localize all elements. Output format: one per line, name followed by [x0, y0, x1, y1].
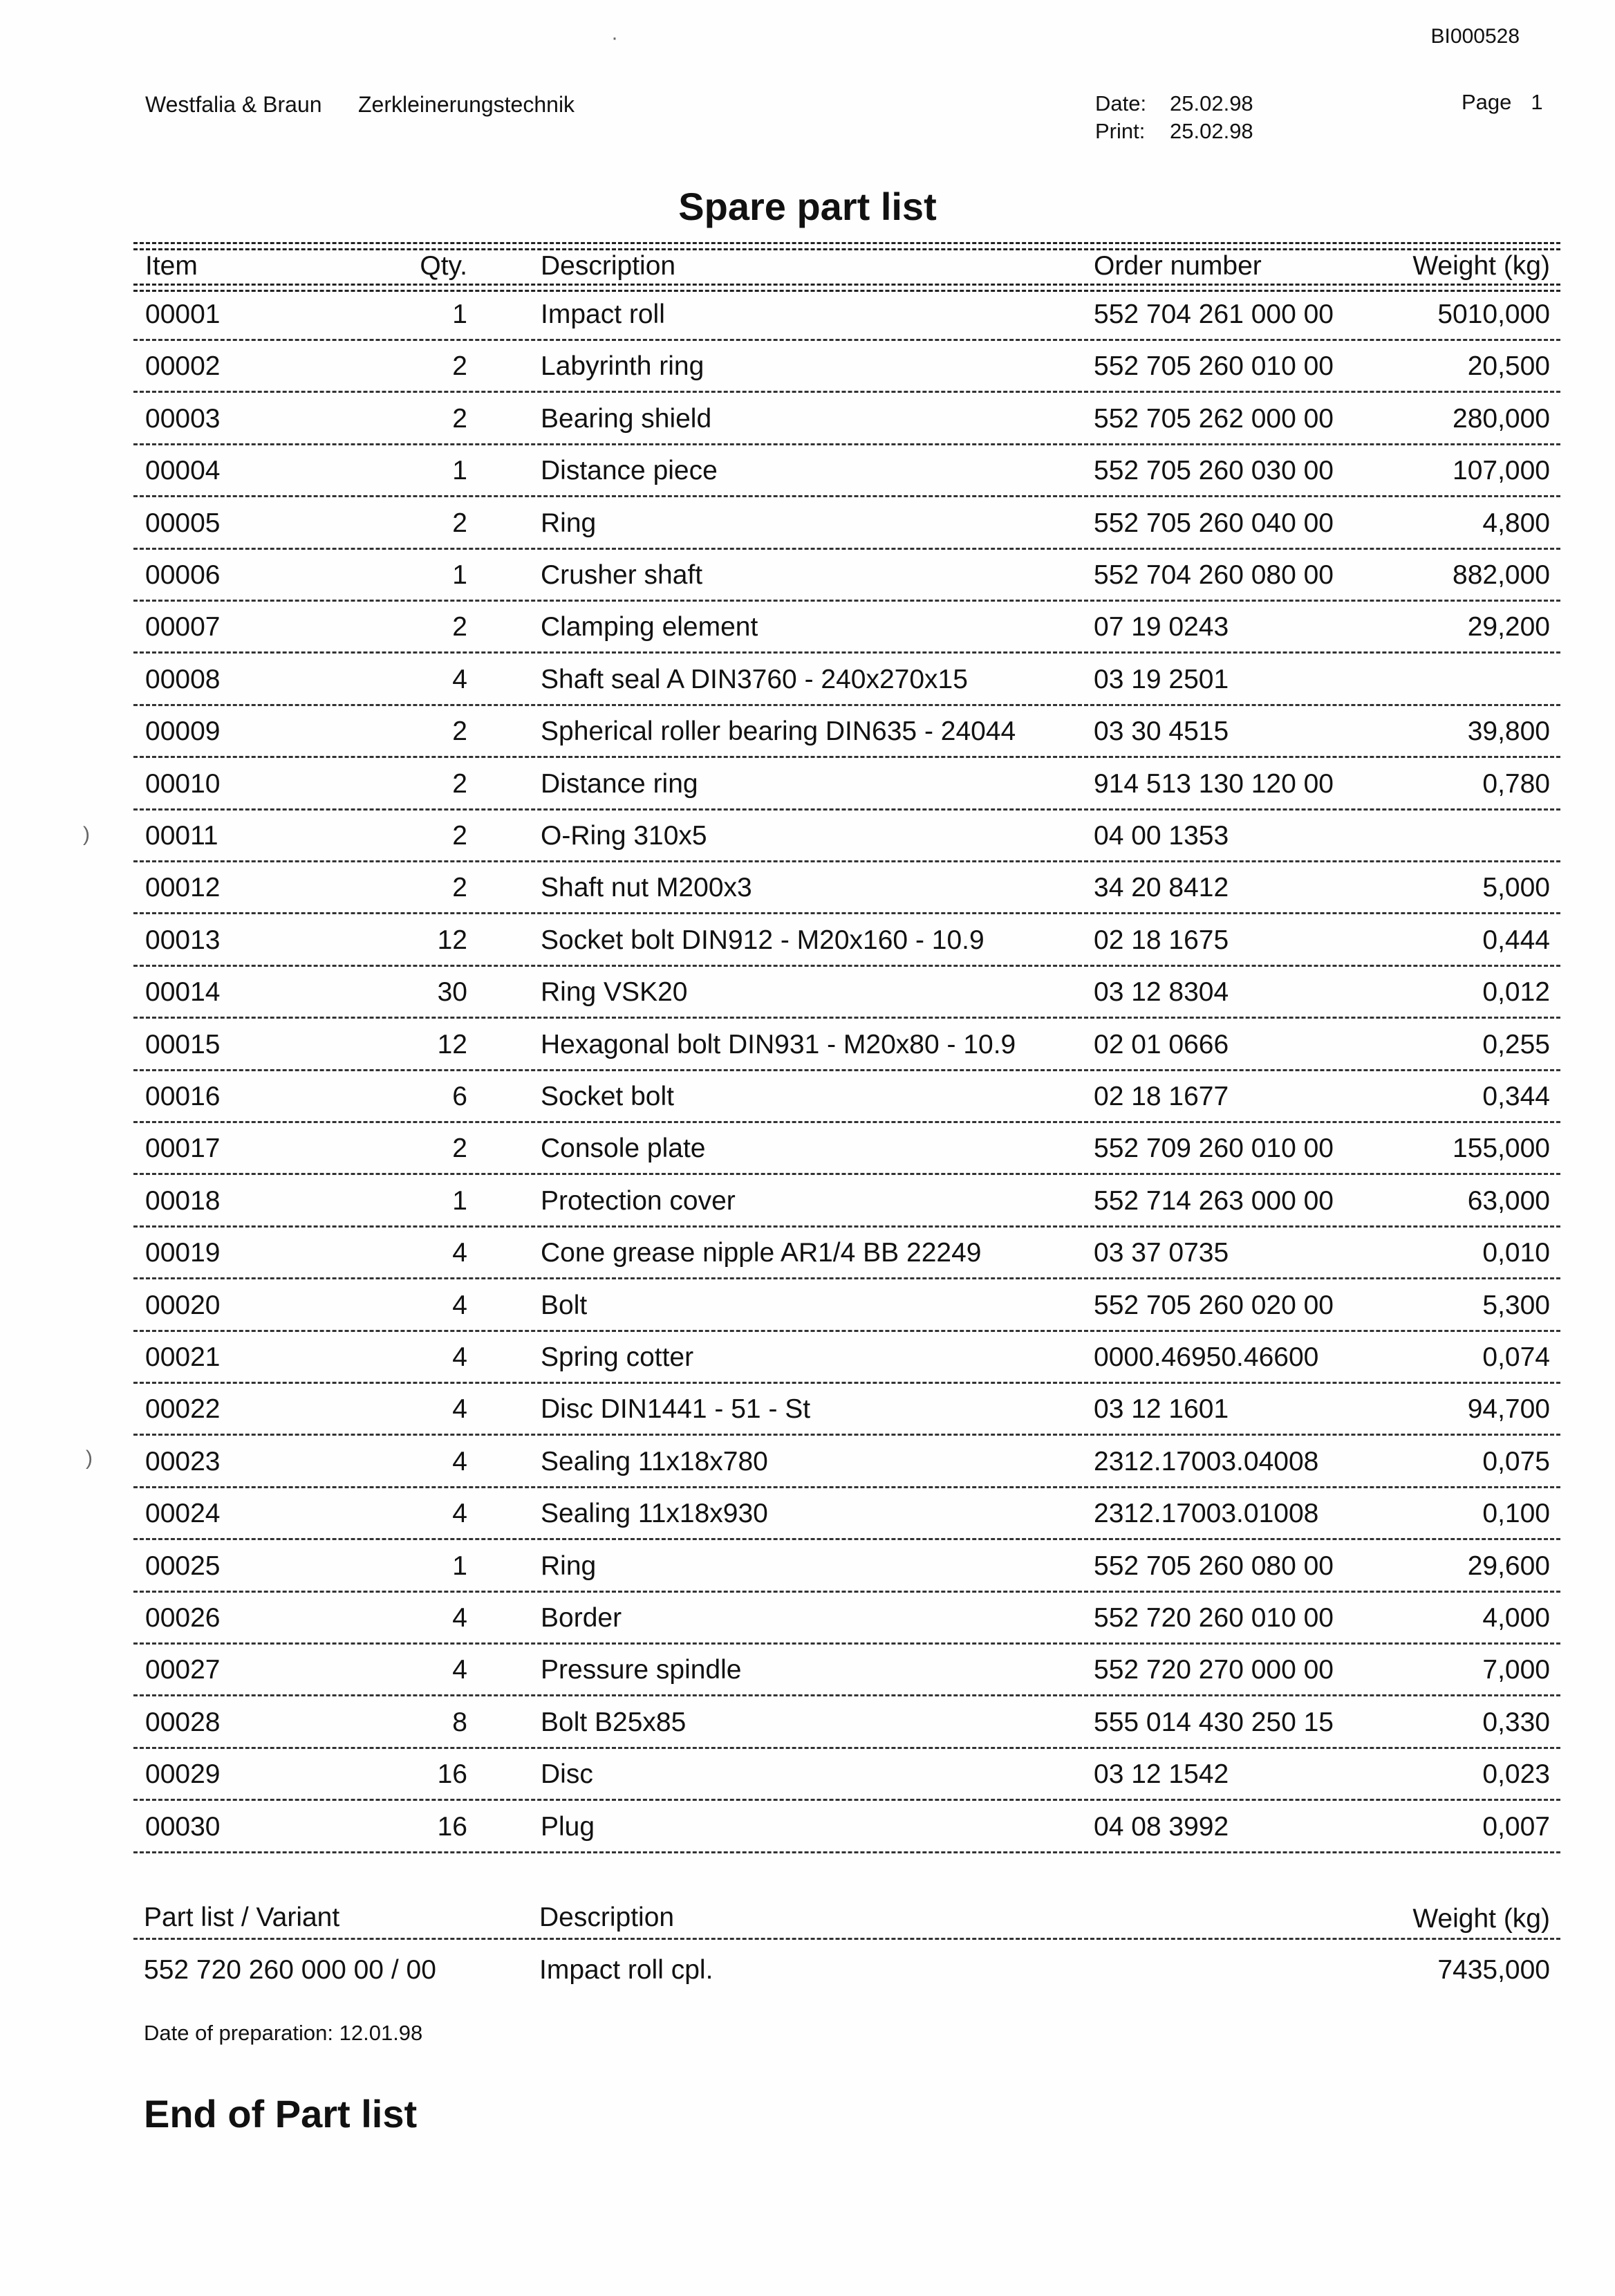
cell-description: Bearing shield — [541, 404, 712, 434]
cell-qty: 4 — [452, 1238, 467, 1268]
cell-qty: 1 — [452, 456, 467, 485]
cell-weight: 0,100 — [1482, 1499, 1550, 1528]
cell-description: Clamping element — [541, 612, 758, 642]
row-divider — [133, 965, 1560, 967]
row-divider — [133, 1225, 1560, 1228]
row-divider — [133, 548, 1560, 550]
row-divider — [133, 808, 1560, 811]
cell-description: Bolt — [541, 1290, 588, 1320]
cell-order-number: 07 19 0243 — [1094, 612, 1229, 642]
row-divider — [133, 443, 1560, 445]
cell-description: Socket bolt — [541, 1082, 674, 1111]
col-header-item: Item — [145, 251, 198, 281]
cell-weight: 0,444 — [1482, 925, 1550, 955]
cell-description: Crusher shaft — [541, 560, 703, 590]
row-divider — [133, 1486, 1560, 1488]
cell-description: Disc — [541, 1759, 593, 1789]
row-divider — [133, 339, 1560, 341]
cell-qty: 4 — [452, 1603, 467, 1633]
scan-mark: ) — [83, 823, 90, 846]
row-divider — [133, 1173, 1560, 1175]
cell-weight: 7,000 — [1482, 1655, 1550, 1685]
row-divider — [133, 1069, 1560, 1071]
cell-order-number: 914 513 130 120 00 — [1094, 769, 1334, 799]
date-of-preparation: Date of preparation: 12.01.98 — [144, 2021, 423, 2045]
cell-qty: 16 — [437, 1812, 467, 1842]
cell-qty: 1 — [452, 1551, 467, 1581]
cell-description: Console plate — [541, 1133, 706, 1163]
cell-order-number: 02 01 0666 — [1094, 1030, 1229, 1059]
cell-weight: 0,780 — [1482, 769, 1550, 799]
cell-order-number: 2312.17003.01008 — [1094, 1499, 1319, 1528]
cell-qty: 4 — [452, 1290, 467, 1320]
row-divider — [133, 1851, 1560, 1853]
row-divider — [133, 651, 1560, 654]
cell-order-number: 03 12 1601 — [1094, 1394, 1229, 1424]
cell-order-number: 555 014 430 250 15 — [1094, 1707, 1334, 1737]
row-divider — [133, 1382, 1560, 1384]
cell-weight: 0,007 — [1482, 1812, 1550, 1842]
cell-item: 00006 — [145, 560, 221, 590]
date-line — [1095, 90, 1253, 118]
cell-order-number: 03 19 2501 — [1094, 665, 1229, 694]
print-label: Print: — [1095, 119, 1146, 143]
col-header-weight: Weight (kg) — [1412, 251, 1550, 281]
document-id: BI000528 — [1430, 25, 1520, 48]
cell-description: Ring — [541, 1551, 597, 1581]
cell-item: 00021 — [145, 1342, 221, 1372]
row-divider — [133, 600, 1560, 602]
cell-description: Shaft seal A DIN3760 - 240x270x15 — [541, 665, 968, 694]
row-divider — [133, 391, 1560, 393]
cell-item: 00015 — [145, 1030, 221, 1059]
row-divider — [133, 1694, 1560, 1696]
row-divider — [133, 1799, 1560, 1801]
cell-qty: 4 — [452, 1342, 467, 1372]
row-divider — [133, 860, 1560, 862]
header-rule-top — [133, 242, 1560, 250]
cell-qty: 2 — [452, 404, 467, 434]
cell-weight: 155,000 — [1453, 1133, 1550, 1163]
col-header-order-number: Order number — [1094, 251, 1262, 281]
department-name: Zerkleinerungstechnik — [358, 92, 575, 117]
summary-part-list-value: 552 720 260 000 00 / 00 — [144, 1955, 436, 1985]
row-divider — [133, 1642, 1560, 1645]
cell-qty: 4 — [452, 1499, 467, 1528]
date-block — [1095, 90, 1253, 145]
cell-weight: 63,000 — [1467, 1186, 1550, 1216]
cell-weight: 39,800 — [1467, 716, 1550, 746]
cell-qty: 16 — [437, 1759, 467, 1789]
cell-description: Bolt B25x85 — [541, 1707, 687, 1737]
cell-order-number: 02 18 1675 — [1094, 925, 1229, 955]
row-divider — [133, 1017, 1560, 1019]
cell-weight: 0,075 — [1482, 1447, 1550, 1476]
row-divider — [133, 495, 1560, 497]
cell-order-number: 02 18 1677 — [1094, 1082, 1229, 1111]
cell-item: 00023 — [145, 1447, 221, 1476]
summary-col-weight: Weight (kg) — [1412, 1904, 1550, 1934]
cell-weight: 20,500 — [1467, 351, 1550, 381]
summary-col-part-list: Part list / Variant — [144, 1902, 340, 1932]
cell-weight: 5,000 — [1482, 873, 1550, 902]
cell-order-number: 03 30 4515 — [1094, 716, 1229, 746]
cell-weight: 0,023 — [1482, 1759, 1550, 1789]
cell-qty: 2 — [452, 612, 467, 642]
cell-item: 00009 — [145, 716, 221, 746]
summary-weight-value: 7435,000 — [1437, 1955, 1550, 1985]
cell-item: 00016 — [145, 1082, 221, 1111]
cell-qty: 2 — [452, 351, 467, 381]
cell-description: Socket bolt DIN912 - M20x160 - 10.9 — [541, 925, 984, 955]
cell-qty: 1 — [452, 299, 467, 329]
cell-order-number: 552 720 260 010 00 — [1094, 1603, 1334, 1633]
cell-item: 00001 — [145, 299, 221, 329]
cell-order-number: 552 714 263 000 00 — [1094, 1186, 1334, 1216]
cell-weight: 0,074 — [1482, 1342, 1550, 1372]
header-rule-bottom — [133, 284, 1560, 292]
cell-item: 00011 — [145, 821, 218, 851]
cell-description: Ring — [541, 508, 597, 538]
row-divider — [133, 756, 1560, 758]
cell-description: Ring VSK20 — [541, 977, 688, 1007]
cell-item: 00013 — [145, 925, 221, 955]
cell-order-number: 552 705 260 040 00 — [1094, 508, 1334, 538]
cell-qty: 8 — [452, 1707, 467, 1737]
cell-qty: 12 — [437, 925, 467, 955]
cell-weight: 280,000 — [1453, 404, 1550, 434]
row-divider — [133, 1277, 1560, 1279]
cell-weight: 94,700 — [1467, 1394, 1550, 1424]
cell-qty: 4 — [452, 1394, 467, 1424]
cell-order-number: 552 704 260 080 00 — [1094, 560, 1334, 590]
cell-description: Labyrinth ring — [541, 351, 704, 381]
cell-weight: 4,800 — [1482, 508, 1550, 538]
cell-order-number: 552 709 260 010 00 — [1094, 1133, 1334, 1163]
cell-item: 00027 — [145, 1655, 221, 1685]
summary-col-description: Description — [539, 1902, 675, 1932]
cell-item: 00018 — [145, 1186, 221, 1216]
cell-order-number: 0000.46950.46600 — [1094, 1342, 1319, 1372]
row-divider — [133, 1747, 1560, 1749]
cell-weight: 29,200 — [1467, 612, 1550, 642]
cell-item: 00020 — [145, 1290, 221, 1320]
scan-speck: · — [611, 26, 618, 49]
cell-qty: 2 — [452, 716, 467, 746]
end-of-list: End of Part list — [144, 2092, 418, 2136]
col-header-description: Description — [541, 251, 676, 281]
cell-description: Spring cotter — [541, 1342, 694, 1372]
cell-qty: 4 — [452, 665, 467, 694]
cell-description: Cone grease nipple AR1/4 BB 22249 — [541, 1238, 982, 1268]
cell-order-number: 552 705 260 010 00 — [1094, 351, 1334, 381]
cell-item: 00026 — [145, 1603, 221, 1633]
row-divider — [133, 1538, 1560, 1540]
cell-item: 00030 — [145, 1812, 221, 1842]
cell-weight: 0,330 — [1482, 1707, 1550, 1737]
cell-item: 00008 — [145, 665, 221, 694]
cell-description: Spherical roller bearing DIN635 - 24044 — [541, 716, 1016, 746]
cell-description: Plug — [541, 1812, 595, 1842]
row-divider — [133, 1434, 1560, 1436]
summary-rule — [133, 1938, 1560, 1940]
row-divider — [133, 1121, 1560, 1123]
cell-weight: 107,000 — [1453, 456, 1550, 485]
page-number: 1 — [1531, 90, 1543, 114]
cell-weight: 29,600 — [1467, 1551, 1550, 1581]
cell-item: 00007 — [145, 612, 221, 642]
cell-description: Sealing 11x18x930 — [541, 1499, 768, 1528]
cell-description: Pressure spindle — [541, 1655, 742, 1685]
cell-weight: 0,012 — [1482, 977, 1550, 1007]
cell-order-number: 552 720 270 000 00 — [1094, 1655, 1334, 1685]
cell-item: 00003 — [145, 404, 221, 434]
cell-item: 00022 — [145, 1394, 221, 1424]
cell-weight: 0,344 — [1482, 1082, 1550, 1111]
row-divider — [133, 1330, 1560, 1332]
cell-order-number: 04 08 3992 — [1094, 1812, 1229, 1842]
cell-order-number: 552 705 260 030 00 — [1094, 456, 1334, 485]
cell-description: O-Ring 310x5 — [541, 821, 707, 851]
cell-item: 00029 — [145, 1759, 221, 1789]
cell-order-number: 552 704 261 000 00 — [1094, 299, 1334, 329]
cell-description: Shaft nut M200x3 — [541, 873, 752, 902]
cell-description: Disc DIN1441 - 51 - St — [541, 1394, 811, 1424]
cell-item: 00025 — [145, 1551, 221, 1581]
print-value: 25.02.98 — [1170, 119, 1253, 143]
page-title: Spare part list — [678, 185, 937, 228]
page-label: Page — [1462, 90, 1512, 114]
cell-weight: 0,010 — [1482, 1238, 1550, 1268]
row-divider — [133, 704, 1560, 706]
cell-order-number: 03 37 0735 — [1094, 1238, 1229, 1268]
print-line — [1095, 118, 1253, 145]
cell-weight: 882,000 — [1453, 560, 1550, 590]
cell-qty: 1 — [452, 560, 467, 590]
cell-qty: 2 — [452, 821, 467, 851]
cell-weight: 0,255 — [1482, 1030, 1550, 1059]
cell-qty: 1 — [452, 1186, 467, 1216]
cell-description: Hexagonal bolt DIN931 - M20x80 - 10.9 — [541, 1030, 1016, 1059]
cell-qty: 4 — [452, 1447, 467, 1476]
row-divider — [133, 912, 1560, 914]
cell-weight: 4,000 — [1482, 1603, 1550, 1633]
page-indicator — [1462, 90, 1543, 115]
cell-qty: 4 — [452, 1655, 467, 1685]
cell-description: Protection cover — [541, 1186, 736, 1216]
cell-description: Distance piece — [541, 456, 718, 485]
cell-item: 00028 — [145, 1707, 221, 1737]
cell-order-number: 34 20 8412 — [1094, 873, 1229, 902]
summary-description-value: Impact roll cpl. — [539, 1955, 713, 1985]
cell-qty: 2 — [452, 508, 467, 538]
cell-order-number: 2312.17003.04008 — [1094, 1447, 1319, 1476]
cell-qty: 12 — [437, 1030, 467, 1059]
cell-item: 00012 — [145, 873, 221, 902]
cell-item: 00017 — [145, 1133, 221, 1163]
cell-order-number: 03 12 1542 — [1094, 1759, 1229, 1789]
cell-item: 00010 — [145, 769, 221, 799]
cell-item: 00014 — [145, 977, 221, 1007]
date-label: Date: — [1095, 91, 1147, 115]
cell-item: 00005 — [145, 508, 221, 538]
col-header-qty: Qty. — [420, 251, 467, 281]
cell-description: Distance ring — [541, 769, 698, 799]
cell-item: 00024 — [145, 1499, 221, 1528]
row-divider — [133, 1591, 1560, 1593]
scan-mark: ) — [86, 1447, 93, 1470]
cell-order-number: 03 12 8304 — [1094, 977, 1229, 1007]
cell-order-number: 552 705 262 000 00 — [1094, 404, 1334, 434]
cell-qty: 30 — [437, 977, 467, 1007]
cell-qty: 2 — [452, 1133, 467, 1163]
company-name: Westfalia & Braun — [145, 92, 322, 117]
cell-item: 00019 — [145, 1238, 221, 1268]
cell-item: 00004 — [145, 456, 221, 485]
cell-qty: 6 — [452, 1082, 467, 1111]
cell-description: Border — [541, 1603, 622, 1633]
cell-description: Impact roll — [541, 299, 665, 329]
cell-qty: 2 — [452, 769, 467, 799]
cell-weight: 5010,000 — [1437, 299, 1550, 329]
cell-order-number: 04 00 1353 — [1094, 821, 1229, 851]
cell-weight: 5,300 — [1482, 1290, 1550, 1320]
cell-order-number: 552 705 260 020 00 — [1094, 1290, 1334, 1320]
cell-order-number: 552 705 260 080 00 — [1094, 1551, 1334, 1581]
cell-item: 00002 — [145, 351, 221, 381]
cell-description: Sealing 11x18x780 — [541, 1447, 768, 1476]
date-value: 25.02.98 — [1170, 91, 1253, 115]
cell-qty: 2 — [452, 873, 467, 902]
